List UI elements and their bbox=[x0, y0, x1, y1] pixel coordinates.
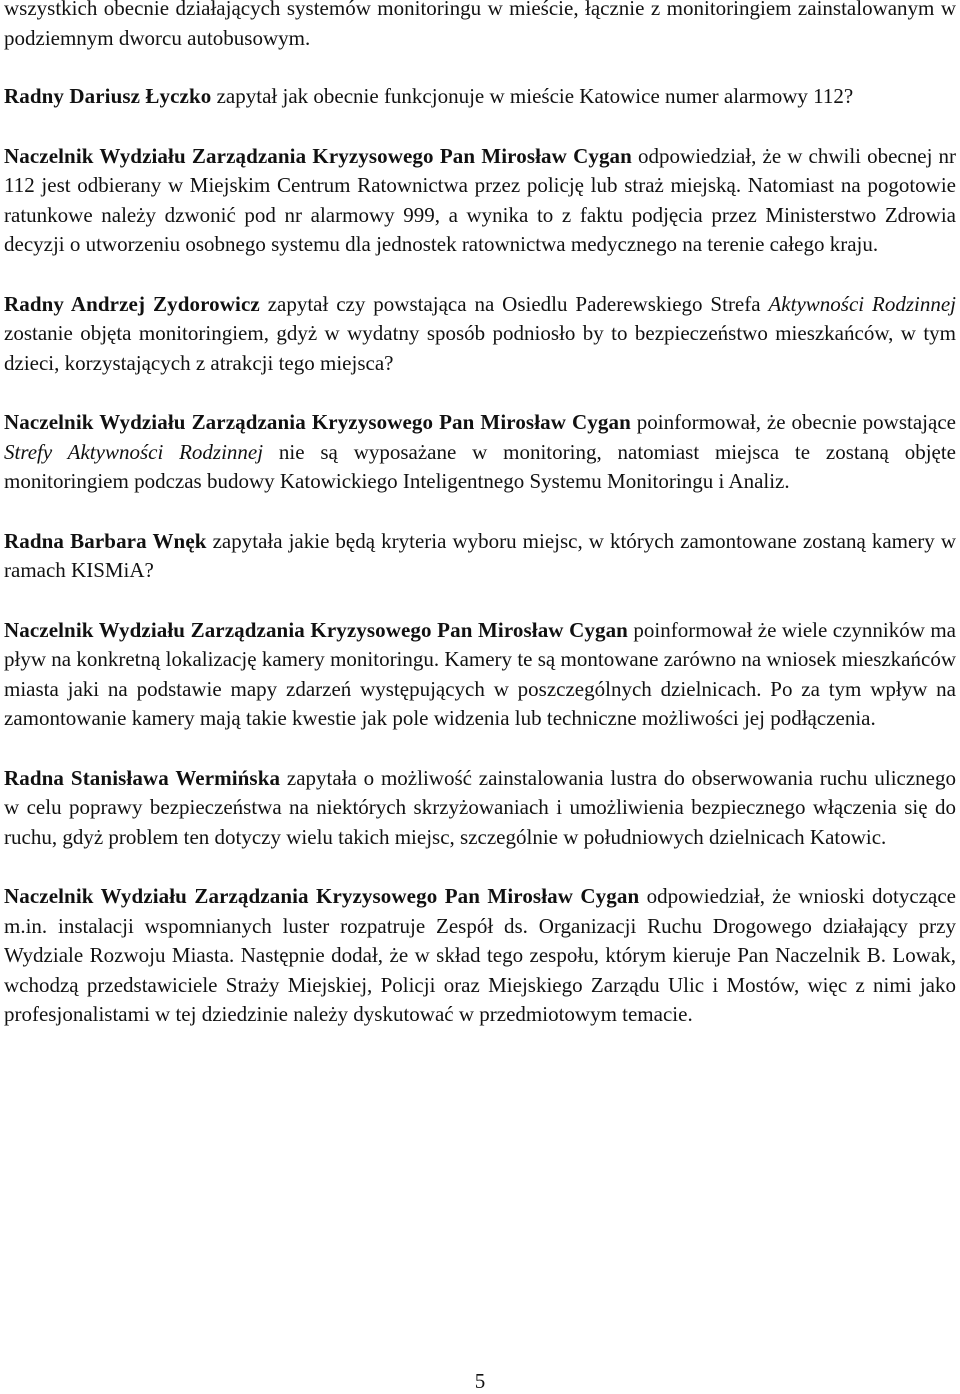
paragraph-text: zapytał czy powstająca na Osiedlu Paderewskiego Strefa bbox=[259, 291, 769, 316]
paragraph-text: zapytała jakie będą kryteria wyboru miejsc, w których zamontowane zostaną kamery w ramach KISMiA? bbox=[4, 528, 957, 582]
paragraph-text: zapytał jak obecnie funkcjonuje w mieście Katowice numer alarmowy 112? bbox=[211, 84, 854, 108]
paragraph-text: odpowiedział, że w chwili obecnej nr 112 jest odbierany w Miejskim Centrum Ratownictwa przez policję lub straż miejską. Natomiast na pogotowie ratunkowe należy dzwonić pod nr alarmowy 999, a wynika to z faktu podjęcia przez Ministerstwo Zdrowia decyzji o utworzeniu osobnego systemu dla jednostek ratownictwa medycznego na terenie całego kraju. bbox=[4, 143, 956, 256]
paragraph-text: wszystkich obecnie działających systemów monitoringu w mieście, łącznie z monitoringiem zainstalowanym w podziemnym dworcu autobusowym. bbox=[4, 0, 956, 50]
paragraph-1 bbox=[4, 0, 956, 53]
speaker-name: Naczelnik Wydziału Zarządzania Kryzysowego Pan Mirosław Cygan bbox=[4, 617, 628, 642]
paragraph-8 bbox=[4, 764, 956, 853]
italic-term: Strefy Aktywności Rodzinnej bbox=[4, 439, 264, 464]
paragraph-3 bbox=[4, 142, 956, 260]
page-number: 5 bbox=[474, 1369, 486, 1393]
paragraph-text: poinformował że wiele czynników ma pływ na konkretną lokalizację kamery monitoringu. Kamery te są montowane zarówno na wniosek mieszkańców miasta jaki na podstawie mapy zdarzeń występujących w poszczególnych dzielnicach. Po za tym wpływ na zamontowanie kamery mają takie kwestie jak pole widzenia lub techniczne możliwości jej podłączenia. bbox=[4, 617, 956, 730]
paragraph-text: zostanie objęta monitoringiem, gdyż w wydatny sposób podniosło by to bezpieczeństwo mieszkańców, w tym dzieci, korzystających z atrakcji tego miejsca? bbox=[4, 321, 956, 375]
speaker-name: Naczelnik Wydziału Zarządzania Kryzysowego Pan Mirosław Cygan bbox=[4, 410, 631, 434]
speaker-name: Radna Barbara Wnęk bbox=[4, 528, 207, 553]
speaker-name: Radny Andrzej Zydorowicz bbox=[4, 291, 260, 316]
paragraph-text: odpowiedział, że wnioski dotyczące m.in. instalacji wspomnianych luster rozpatruje Zespół ds. Organizacji Ruchu Drogowego działający przy Wydziale Rozwoju Miasta. Następnie dodał, że w skład tego zespołu, którym kieruje Pan Naczelnik B. Lowak, wchodzą przedstawiciele Straży Miejskiej, Policji oraz Miejskiego Zarządu Ulic i Mostów, więc z nimi jako profesjonalistami w tej dziedzinie należy dyskutować w przedmiotowym temacie. bbox=[4, 884, 956, 1026]
paragraph-5 bbox=[4, 408, 956, 497]
speaker-name: Naczelnik Wydziału Zarządzania Kryzysowego Pan Mirosław Cygan bbox=[4, 143, 632, 168]
paragraph-2 bbox=[4, 82, 956, 112]
speaker-name: Radny Dariusz Łyczko bbox=[4, 84, 212, 108]
italic-term: Aktywności Rodzinnej bbox=[768, 291, 956, 316]
speaker-name: Naczelnik Wydziału Zarządzania Kryzysowego Pan Mirosław Cygan bbox=[4, 884, 640, 908]
paragraph-6 bbox=[4, 527, 956, 586]
speaker-name: Radna Stanisława Wermińska bbox=[4, 765, 281, 790]
paragraph-text: poinformował, że obecnie powstające bbox=[630, 410, 956, 434]
paragraph-4 bbox=[4, 290, 956, 379]
paragraph-9 bbox=[4, 882, 956, 1030]
paragraph-text: zapytała o możliwość zainstalowania lustra do obserwowania ruchu ulicznego w celu poprawy bezpieczeństwa na niektórych skrzyżowaniach i umożliwienia bezpiecznego włączenia się do ruchu, gdyż problem ten dotyczy wielu takich miejsc, szczególnie w południowych dzielnicach Katowic. bbox=[4, 765, 956, 849]
paragraph-text: nie są wyposażane w monitoring, natomiast miejsca te zostaną objęte monitoringiem podczas budowy Katowickiego Inteligentnego Systemu Monitoringu i Analiz. bbox=[4, 439, 956, 493]
paragraph-7 bbox=[4, 616, 956, 734]
document-page bbox=[4, 0, 956, 1060]
